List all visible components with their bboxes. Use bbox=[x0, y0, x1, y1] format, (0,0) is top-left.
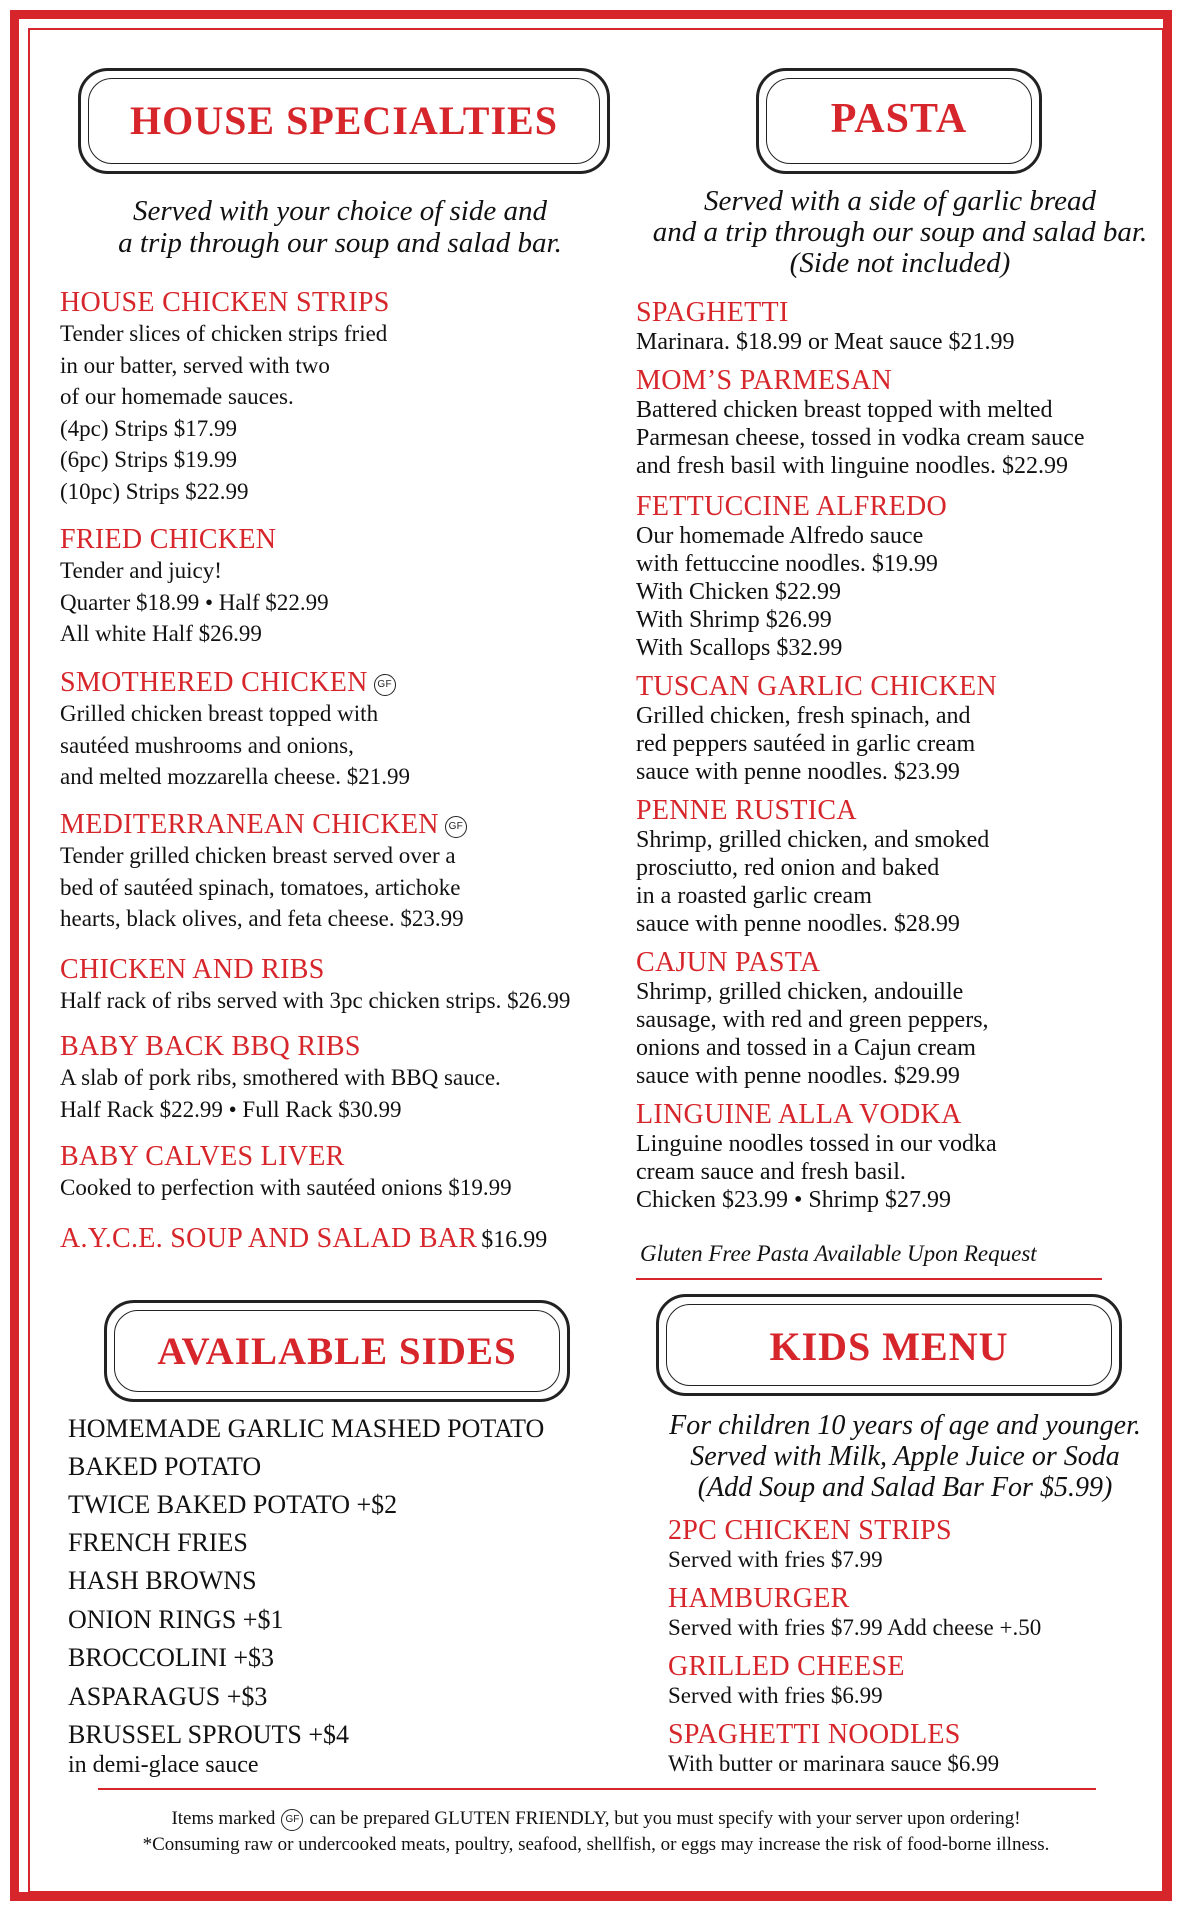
item-name: FRIED CHICKEN bbox=[60, 524, 277, 555]
item-name: CAJUN PASTA bbox=[636, 947, 821, 978]
kids-menu-title: KIDS MENU bbox=[769, 1324, 1009, 1369]
item-name: CHICKEN AND RIBS bbox=[60, 954, 325, 985]
item-name: HOUSE CHICKEN STRIPS bbox=[60, 287, 390, 318]
item-name: PENNE RUSTICA bbox=[636, 795, 857, 826]
menu-item: CAJUN PASTA Shrimp, grilled chicken, andouille sausage, with red and green peppers, onions and tossed in a Cajun cream sauce with penne noodles. $29.99 bbox=[636, 948, 1176, 1090]
menu-item: MEDITERRANEAN CHICKEN GF Tender grilled chicken breast served over a bed of sautéed spinach, tomatoes, artichoke hearts, black olives, and feta cheese. $23.99 bbox=[60, 810, 620, 935]
menu-item: LINGUINE ALLA VODKA Linguine noodles tossed in our vodka cream sauce and fresh basil. Chicken $23.99 • Shrimp $27.99 bbox=[636, 1100, 1176, 1214]
item-name: A.Y.C.E. SOUP AND SALAD BAR bbox=[60, 1223, 478, 1254]
menu-item: PENNE RUSTICA Shrimp, grilled chicken, and smoked prosciutto, red onion and baked in a roasted garlic cream sauce with penne noodles. $28.99 bbox=[636, 796, 1176, 938]
menu-item: BABY CALVES LIVER Cooked to perfection with sautéed onions $19.99 bbox=[60, 1142, 620, 1204]
side-item: HASH BROWNS bbox=[68, 1566, 257, 1595]
available-sides-title: AVAILABLE SIDES bbox=[157, 1330, 517, 1373]
menu-item: TUSCAN GARLIC CHICKEN Grilled chicken, fresh spinach, and red peppers sautéed in garlic cream sauce with penne noodles. $23.99 bbox=[636, 672, 1176, 786]
item-name: HAMBURGER bbox=[668, 1583, 850, 1614]
available-sides-plaque bbox=[104, 1300, 570, 1402]
menu-item: HOUSE CHICKEN STRIPS Tender slices of chicken strips fried in our batter, served with two of our homemade sauces. (4pc) Strips $17.99 (6pc) Strips $19.99 (10pc) Strips $22.99 bbox=[60, 288, 620, 507]
gluten-free-icon: GF bbox=[281, 1809, 303, 1831]
menu-item: BABY BACK BBQ RIBS A slab of pork ribs, smothered with BBQ sauce. Half Rack $22.99 • Full Rack $30.99 bbox=[60, 1032, 620, 1125]
item-name: MEDITERRANEAN CHICKEN GF bbox=[60, 810, 620, 840]
side-item: BROCCOLINI +$3 bbox=[68, 1643, 275, 1672]
item-name: BABY CALVES LIVER bbox=[60, 1141, 345, 1172]
item-price: $16.99 bbox=[481, 1227, 548, 1253]
menu-item: SPAGHETTI Marinara. $18.99 or Meat sauce $21.99 bbox=[636, 298, 1176, 356]
pasta-intro: Served with a side of garlic bread and a trip through our soup and salad bar. (Side not included) bbox=[652, 185, 1148, 279]
gluten-free-pasta-note: Gluten Free Pasta Available Upon Request bbox=[640, 1241, 1037, 1266]
item-name: SPAGHETTI bbox=[636, 297, 789, 328]
kids-intro: For children 10 years of age and younger. Served with Milk, Apple Juice or Soda (Add Soup and Salad Bar For $5.99) bbox=[669, 1410, 1141, 1503]
divider bbox=[636, 1278, 1102, 1280]
kids-item: HAMBURGER Served with fries $7.99 Add cheese +.50 bbox=[668, 1583, 1042, 1640]
kids-item: 2PC CHICKEN STRIPS Served with fries $7.99 bbox=[668, 1515, 952, 1572]
item-name: FETTUCCINE ALFREDO bbox=[636, 491, 948, 522]
gluten-free-icon: GF bbox=[374, 674, 396, 696]
item-name: BABY BACK BBQ RIBS bbox=[60, 1031, 361, 1062]
item-name: TUSCAN GARLIC CHICKEN bbox=[636, 671, 997, 702]
house-intro: Served with your choice of side and a trip through our soup and salad bar. bbox=[118, 195, 562, 259]
side-item: FRENCH FRIES bbox=[68, 1528, 248, 1557]
side-item: HOMEMADE GARLIC MASHED POTATO bbox=[68, 1414, 545, 1443]
kids-item: SPAGHETTI NOODLES With butter or marinara sauce $6.99 bbox=[668, 1719, 1000, 1776]
item-name: LINGUINE ALLA VODKA bbox=[636, 1099, 962, 1130]
item-name: 2PC CHICKEN STRIPS bbox=[668, 1515, 952, 1546]
menu-item: FETTUCCINE ALFREDO Our homemade Alfredo sauce with fettuccine noodles. $19.99 With Chicken $22.99 With Shrimp $26.99 With Scallops $32.99 bbox=[636, 492, 1176, 662]
item-name: SPAGHETTI NOODLES bbox=[668, 1719, 961, 1750]
menu-item: CHICKEN AND RIBS Half rack of ribs served with 3pc chicken strips. $26.99 bbox=[60, 955, 630, 1017]
footer-warning: *Consuming raw or undercooked meats, poultry, seafood, shellfish, or eggs may increase the risk of food-borne illness. bbox=[142, 1834, 1050, 1855]
pasta-title: PASTA bbox=[830, 96, 968, 142]
side-item: BAKED POTATO bbox=[68, 1452, 262, 1481]
kids-item: GRILLED CHEESE Served with fries $6.99 bbox=[668, 1651, 905, 1708]
item-name: MOM’S PARMESAN bbox=[636, 365, 893, 396]
house-specialties-plaque bbox=[78, 68, 610, 174]
kids-menu-plaque bbox=[656, 1294, 1122, 1396]
gluten-free-icon: GF bbox=[445, 816, 467, 838]
house-specialties-title: HOUSE SPECIALTIES bbox=[130, 98, 558, 143]
menu-item: FRIED CHICKEN Tender and juicy! Quarter $18.99 • Half $22.99 All white Half $26.99 bbox=[60, 525, 620, 650]
footer-divider bbox=[98, 1788, 1096, 1790]
item-name: SMOTHERED CHICKEN GF bbox=[60, 668, 620, 698]
side-item-note: in demi-glace sauce bbox=[68, 1752, 259, 1778]
side-item: BRUSSEL SPROUTS +$4 bbox=[68, 1720, 349, 1749]
menu-item bbox=[60, 1224, 620, 1257]
menu-item: SMOTHERED CHICKEN GF Grilled chicken breast topped with sautéed mushrooms and onions, and melted mozzarella cheese. $21.99 bbox=[60, 668, 620, 793]
side-item: ASPARAGUS +$3 bbox=[68, 1682, 268, 1711]
item-name: GRILLED CHEESE bbox=[668, 1651, 905, 1682]
pasta-plaque bbox=[756, 68, 1042, 174]
menu-item: MOM’S PARMESAN Battered chicken breast topped with melted Parmesan cheese, tossed in vodka cream sauce and fresh basil with linguine noodles. $22.99 bbox=[636, 366, 1176, 480]
side-item: TWICE BAKED POTATO +$2 bbox=[68, 1490, 398, 1519]
side-item: ONION RINGS +$1 bbox=[68, 1605, 284, 1634]
footer-gf-note: Items marked GF can be prepared GLUTEN FRIENDLY, but you must specify with your server upon ordering! bbox=[171, 1808, 1021, 1829]
